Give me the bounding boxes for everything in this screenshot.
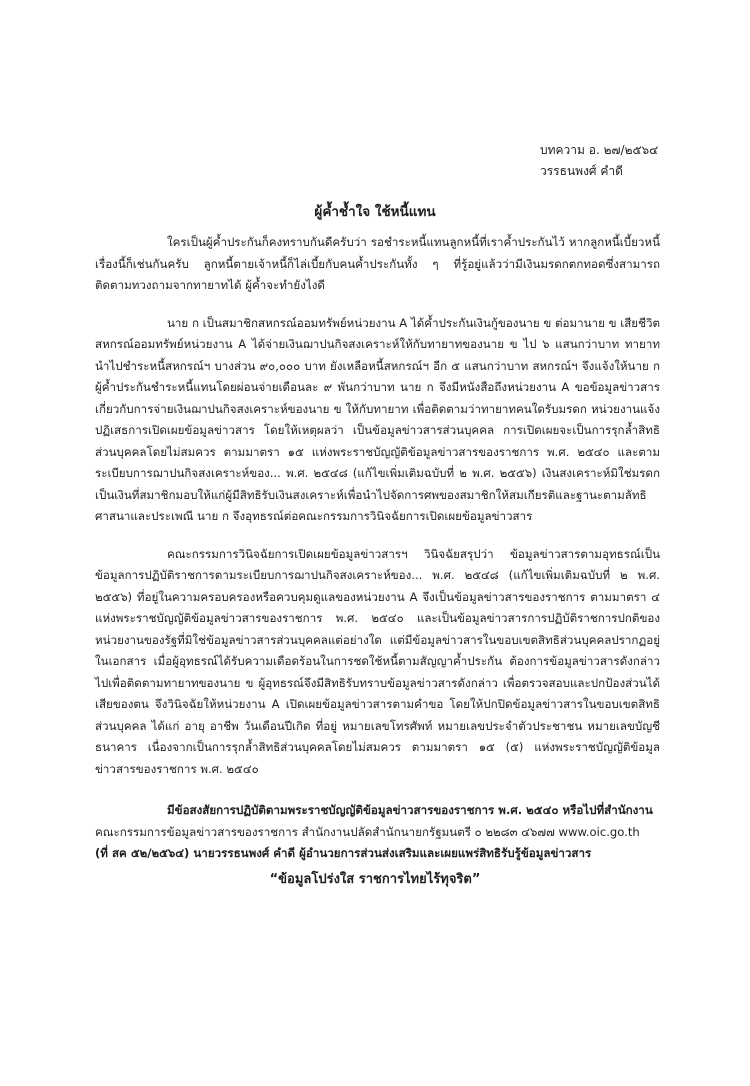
article-body bbox=[95, 232, 660, 796]
article-author: วรรธนพงศ์ คำดี bbox=[540, 164, 623, 178]
footer-line-3: (ที่ สค ๕๒/๒๕๖๔) นายวรรธนพงศ์ คำดี ผู้อำนวยการส่วนส่งเสริมและเผยแพร่สิทธิรับรู้ข้อมูลข่าวสาร bbox=[95, 846, 592, 860]
article-number: บทความ อ. ๒๗/๒๕๖๔ bbox=[540, 143, 659, 157]
article-title: ผู้ค้ำช้ำใจ ใช้หนี้แทน bbox=[314, 204, 436, 220]
paragraph-decision: คณะกรรมการวินิจฉัยการเปิดเผยข้อมูลข่าวสารฯ วินิจฉัยสรุปว่า ข้อมูลข่าวสารตามอุทธรณ์เป็นข้อมูลการปฏิบัติราชการตามระเบียบการฌาปนกิจสงเคราะห์ของ... พ.ศ. ๒๕๔๘ (แก้ไขเพิ่มเติมฉบับที่ ๒ พ.ศ. ๒๕๕๖) ที่อยู่ในความครอบครองหรือควบคุมดูแลของหน่วยงาน A จึงเป็นข้อมูลข่าวสารของราชการ ตามมาตรา ๔ แห่งพระราชบัญญัติข้อมูลข่าวสารของราชการ พ.ศ. ๒๕๔๐ และเป็นข้อมูลข่าวสารการปฏิบัติราชการปกติของหน่วยงานของรัฐที่มิใช่ข้อมูลข่าวสารส่วนบุคคลแต่อย่างใด แต่มีข้อมูลข่าวสารในขอบเขตสิทธิส่วนบุคคลปรากฏอยู่ในเอกสาร เมื่อผู้อุทธรณ์ได้รับความเดือดร้อนในการชดใช้หนี้ตามสัญญาค้ำประกัน ต้องการข้อมูลข่าวสารดังกล่าวไปเพื่อติดตามทายาทของนาย ข ผู้อุทธรณ์จึงมีสิทธิรับทราบข้อมูลข่าวสารดังกล่าว เพื่อตรวจสอบและปกป้องส่วนได้เสียของตน จึงวินิจฉัยให้หน่วยงาน A เปิดเผยข้อมูลข่าวสารตามคำขอ โดยให้ปกปิดข้อมูลข่าวสารในขอบเขตสิทธิส่วนบุคคล ได้แก่ อายุ อาชีพ วันเดือนปีเกิด ที่อยู่ หมายเลขโทรศัพท์ หมายเลขประจำตัวประชาชน หมายเลขบัญชีธนาคาร เนื่องจากเป็นการรุกล้ำสิทธิส่วนบุคคลโดยไม่สมควร ตามมาตรา ๑๕ (๕) แห่งพระราชบัญญัติข้อมูลข่าวสารของราชการ พ.ศ. ๒๕๔๐ bbox=[95, 546, 660, 776]
footer-line-1: มีข้อสงสัยการปฏิบัติตามพระราชบัญญัติข้อมูลข่าวสารของราชการ พ.ศ. ๒๕๔๐ หรือไปที่สำนักงาน bbox=[167, 803, 653, 817]
contact-footer bbox=[95, 800, 675, 865]
paragraph-intro: ใครเป็นผู้ค้ำประกันก็คงทราบกันดีครับว่า รอชำระหนี้แทนลูกหนี้ที่เราค้ำประกันไว้ หากลูกหนี้เบี้ยวหนี้ เรื่องนี้ก็เช่นกันครับ ลูกหนี้ตายเจ้าหนี้ก็ไล่เบี้ยกับคนค้ำประกันทั้ง ๆ ที่รู้อยู่แล้วว่ามีเงินมรดกตกทอดซึ่งสามารถติดตามทวงถามจากทายาทได้ ผู้ค้ำจะทำยังไงดี bbox=[95, 235, 660, 292]
article-meta bbox=[540, 140, 658, 182]
slogan: “ข้อมูลโปร่งใส ราชการไทยไร้ทุจริต” bbox=[269, 872, 481, 887]
footer-line-2: คณะกรรมการข้อมูลข่าวสารของราชการ สำนักงานปลัดสำนักนายกรัฐมนตรี ๐ ๒๒๘๓ ๔๖๗๗ www.oic.go.th bbox=[95, 824, 640, 839]
paragraph-case: นาย ก เป็นสมาชิกสหกรณ์ออมทรัพย์หน่วยงาน A ได้ค้ำประกันเงินกู้ของนาย ข ต่อมานาย ข เสียชีวิต สหกรณ์ออมทรัพย์หน่วยงาน A ได้จ่ายเงินฌาปนกิจสงเคราะห์ให้กับทายาทของนาย ข ไป ๖ แสนกว่าบาท ทายาทนำไปชำระหนี้สหกรณ์ฯ บางส่วน ๙๐,๐๐๐ บาท ยังเหลือหนี้สหกรณ์ฯ อีก ๕ แสนกว่าบาท สหกรณ์ฯ จึงแจ้งให้นาย ก ผู้ค้ำประกันชำระหนี้แทนโดยผ่อนจ่ายเดือนละ ๙ พันกว่าบาท นาย ก จึงมีหนังสือถึงหน่วยงาน A ขอข้อมูลข่าวสารเกี่ยวกับการจ่ายเงินฌาปนกิจสงเคราะห์ของนาย ข ให้กับทายาท เพื่อติดตามว่าทายาทคนใดรับมรดก หน่วยงานแจ้งปฏิเสธการเปิดเผยข้อมูลข่าวสาร โดยให้เหตุผลว่า เป็นข้อมูลข่าวสารส่วนบุคคล การเปิดเผยจะเป็นการรุกล้ำสิทธิส่วนบุคคลโดยไม่สมควร ตามมาตรา ๑๕ แห่งพระราชบัญญัติข้อมูลข่าวสารของราชการ พ.ศ. ๒๕๔๐ และตามระเบียบการฌาปนกิจสงเคราะห์ของ... พ.ศ. ๒๕๔๘ (แก้ไขเพิ่มเติมฉบับที่ ๒ พ.ศ. ๒๕๕๖) เงินสงเคราะห์มิใช่มรดก เป็นเงินที่สมาชิกมอบให้แก่ผู้มีสิทธิรับเงินสงเคราะห์เพื่อนำไปจัดการศพของสมาชิกให้สมเกียรติและฐานะตามลัทธิศาสนาและประเพณี นาย ก จึงอุทธรณ์ต่อคณะกรรมการวินิจฉัยการเปิดเผยข้อมูลข่าวสาร bbox=[95, 315, 660, 523]
